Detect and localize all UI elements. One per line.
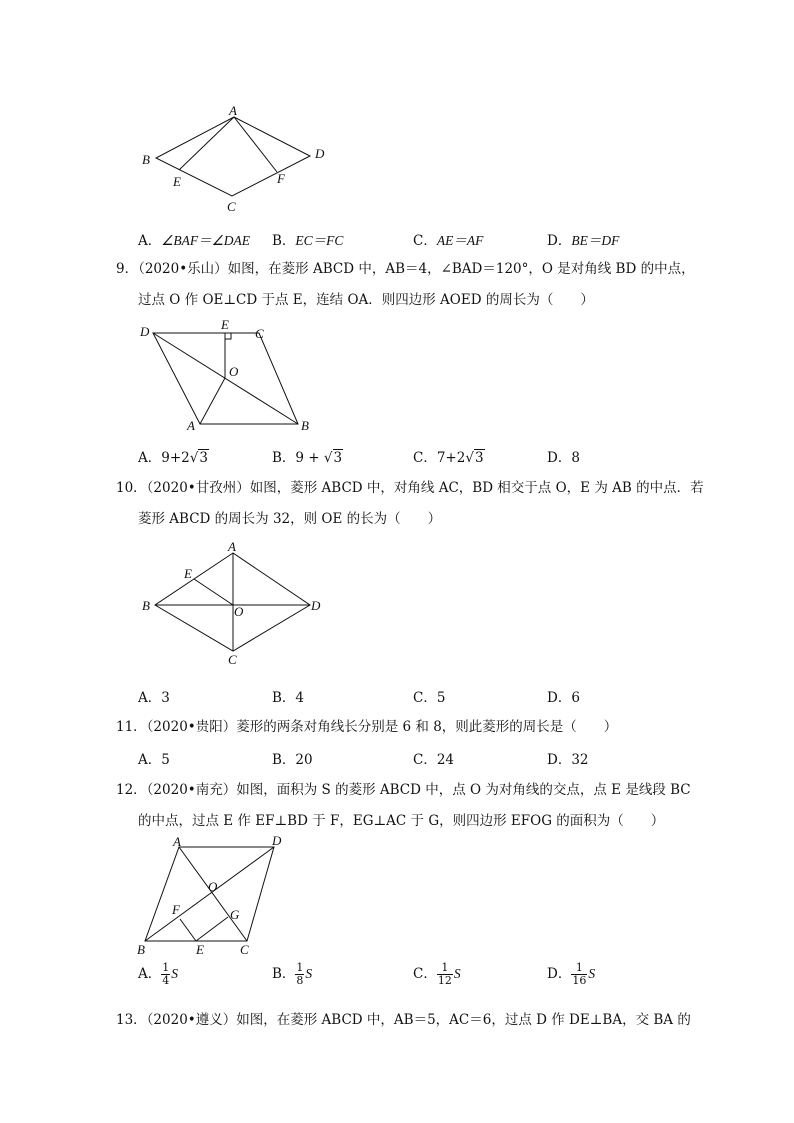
q12-option-b[interactable]: B． $\frac{1}{8}$ S (272, 961, 313, 987)
q11-option-d[interactable]: D．32 (547, 752, 589, 768)
label-F: F (277, 171, 285, 186)
label-C: C (255, 326, 264, 341)
q8-option-b[interactable]: B．EC＝FC (272, 233, 344, 249)
label-O: O (229, 364, 239, 379)
q10-options (138, 686, 738, 708)
q8-option-a[interactable]: A．∠BAF＝∠DAE (138, 233, 250, 249)
q10-text-line1: 10．（2020•甘孜州）如图，菱形 ABCD 中，对角线 AC，BD 相交于点 O，E 为 AB 的中点．若 (116, 480, 704, 496)
figure-q8 (130, 100, 340, 218)
q10-option-b[interactable]: B．4 (272, 690, 305, 706)
q11-options (138, 748, 738, 770)
q12-option-d[interactable]: D． $\frac{1}{16}$ S (547, 961, 596, 987)
q12-text-line2: 的中点，过点 E 作 EF⊥BD 于 F，EG⊥AC 于 G，则四边形 EFOG 的面积为（ ） (138, 813, 665, 829)
label-C: C (227, 199, 236, 214)
question-13 (116, 1005, 696, 1036)
label-B: B (301, 418, 309, 433)
q12-option-c[interactable]: C． $\frac{1}{12}$ S (413, 961, 461, 987)
q11-option-b[interactable]: B．20 (272, 752, 313, 768)
label-A: A (173, 834, 181, 849)
q10-option-d[interactable]: D．6 (547, 690, 580, 706)
label-D: D (272, 833, 282, 848)
label-O: O (208, 879, 218, 894)
figure-q12 (130, 830, 300, 958)
label-B: B (137, 942, 145, 957)
q12-options (138, 962, 738, 996)
label-C: C (228, 652, 237, 667)
label-A: A (229, 103, 237, 118)
figure-q9 (130, 316, 330, 436)
q8-option-d[interactable]: D．BE＝DF (547, 233, 620, 249)
q9-option-b[interactable]: B．9 + √3 (272, 450, 343, 466)
q12-option-a[interactable]: A． $\frac{1}{4}$ S (138, 961, 178, 987)
question-9 (116, 254, 696, 316)
rhombus-diagram-q9 (130, 316, 330, 436)
q10-option-c[interactable]: C．5 (413, 690, 446, 706)
label-A: A (187, 418, 195, 433)
q13-text-line1: 13．（2020•遵义）如图，在菱形 ABCD 中，AB＝5，AC＝6，过点 D 作 DE⊥BA，交 BA 的 (116, 1012, 691, 1028)
q8-option-c[interactable]: C．AE＝AF (413, 233, 484, 249)
label-F: F (172, 902, 180, 917)
q9-options (138, 446, 738, 468)
label-A: A (228, 539, 236, 554)
label-E: E (173, 174, 181, 189)
q8-options (138, 229, 738, 251)
label-G: G (230, 907, 240, 922)
q9-option-a[interactable]: A．9+2√3 (138, 450, 208, 466)
label-E: E (196, 942, 204, 957)
q10-text-line2: 菱形 ABCD 的周长为 32，则 OE 的长为（ ） (138, 511, 442, 527)
q9-text-line2: 过点 O 作 OE⊥CD 于点 E，连结 OA．则四边形 AOED 的周长为（ ） (138, 292, 594, 308)
label-O: O (234, 604, 244, 619)
rhombus-diagram-q8 (130, 100, 340, 218)
q11-text-line1: 11．（2020•贵阳）菱形的两条对角线长分别是 6 和 8，则此菱形的周长是（ ） (116, 719, 618, 735)
q12-text-line1: 12．（2020•南充）如图，面积为 S 的菱形 ABCD 中，点 O 为对角线的交点，点 E 是线段 BC (116, 782, 691, 798)
q11-option-a[interactable]: A．5 (138, 752, 170, 768)
question-11 (116, 712, 696, 743)
label-D: D (315, 146, 325, 161)
label-C: C (240, 942, 249, 957)
q9-option-c[interactable]: C．7+2√3 (413, 450, 484, 466)
label-E: E (184, 566, 192, 581)
label-D: D (140, 324, 150, 339)
rhombus-diagram-q10 (130, 538, 340, 668)
label-E: E (221, 317, 229, 332)
question-12 (116, 775, 696, 837)
label-B: B (142, 152, 150, 167)
figure-q10 (130, 538, 340, 668)
label-D: D (311, 598, 321, 613)
rhombus-diagram-q12 (130, 830, 300, 958)
q10-option-a[interactable]: A．3 (138, 690, 170, 706)
q11-option-c[interactable]: C．24 (413, 752, 455, 768)
q9-option-d[interactable]: D．8 (547, 450, 580, 466)
label-B: B (142, 598, 150, 613)
q9-text-line1: 9．（2020•乐山）如图，在菱形 ABCD 中，AB＝4，∠BAD＝120°，O 是对角线 BD 的中点， (116, 261, 695, 277)
question-10 (116, 473, 704, 535)
